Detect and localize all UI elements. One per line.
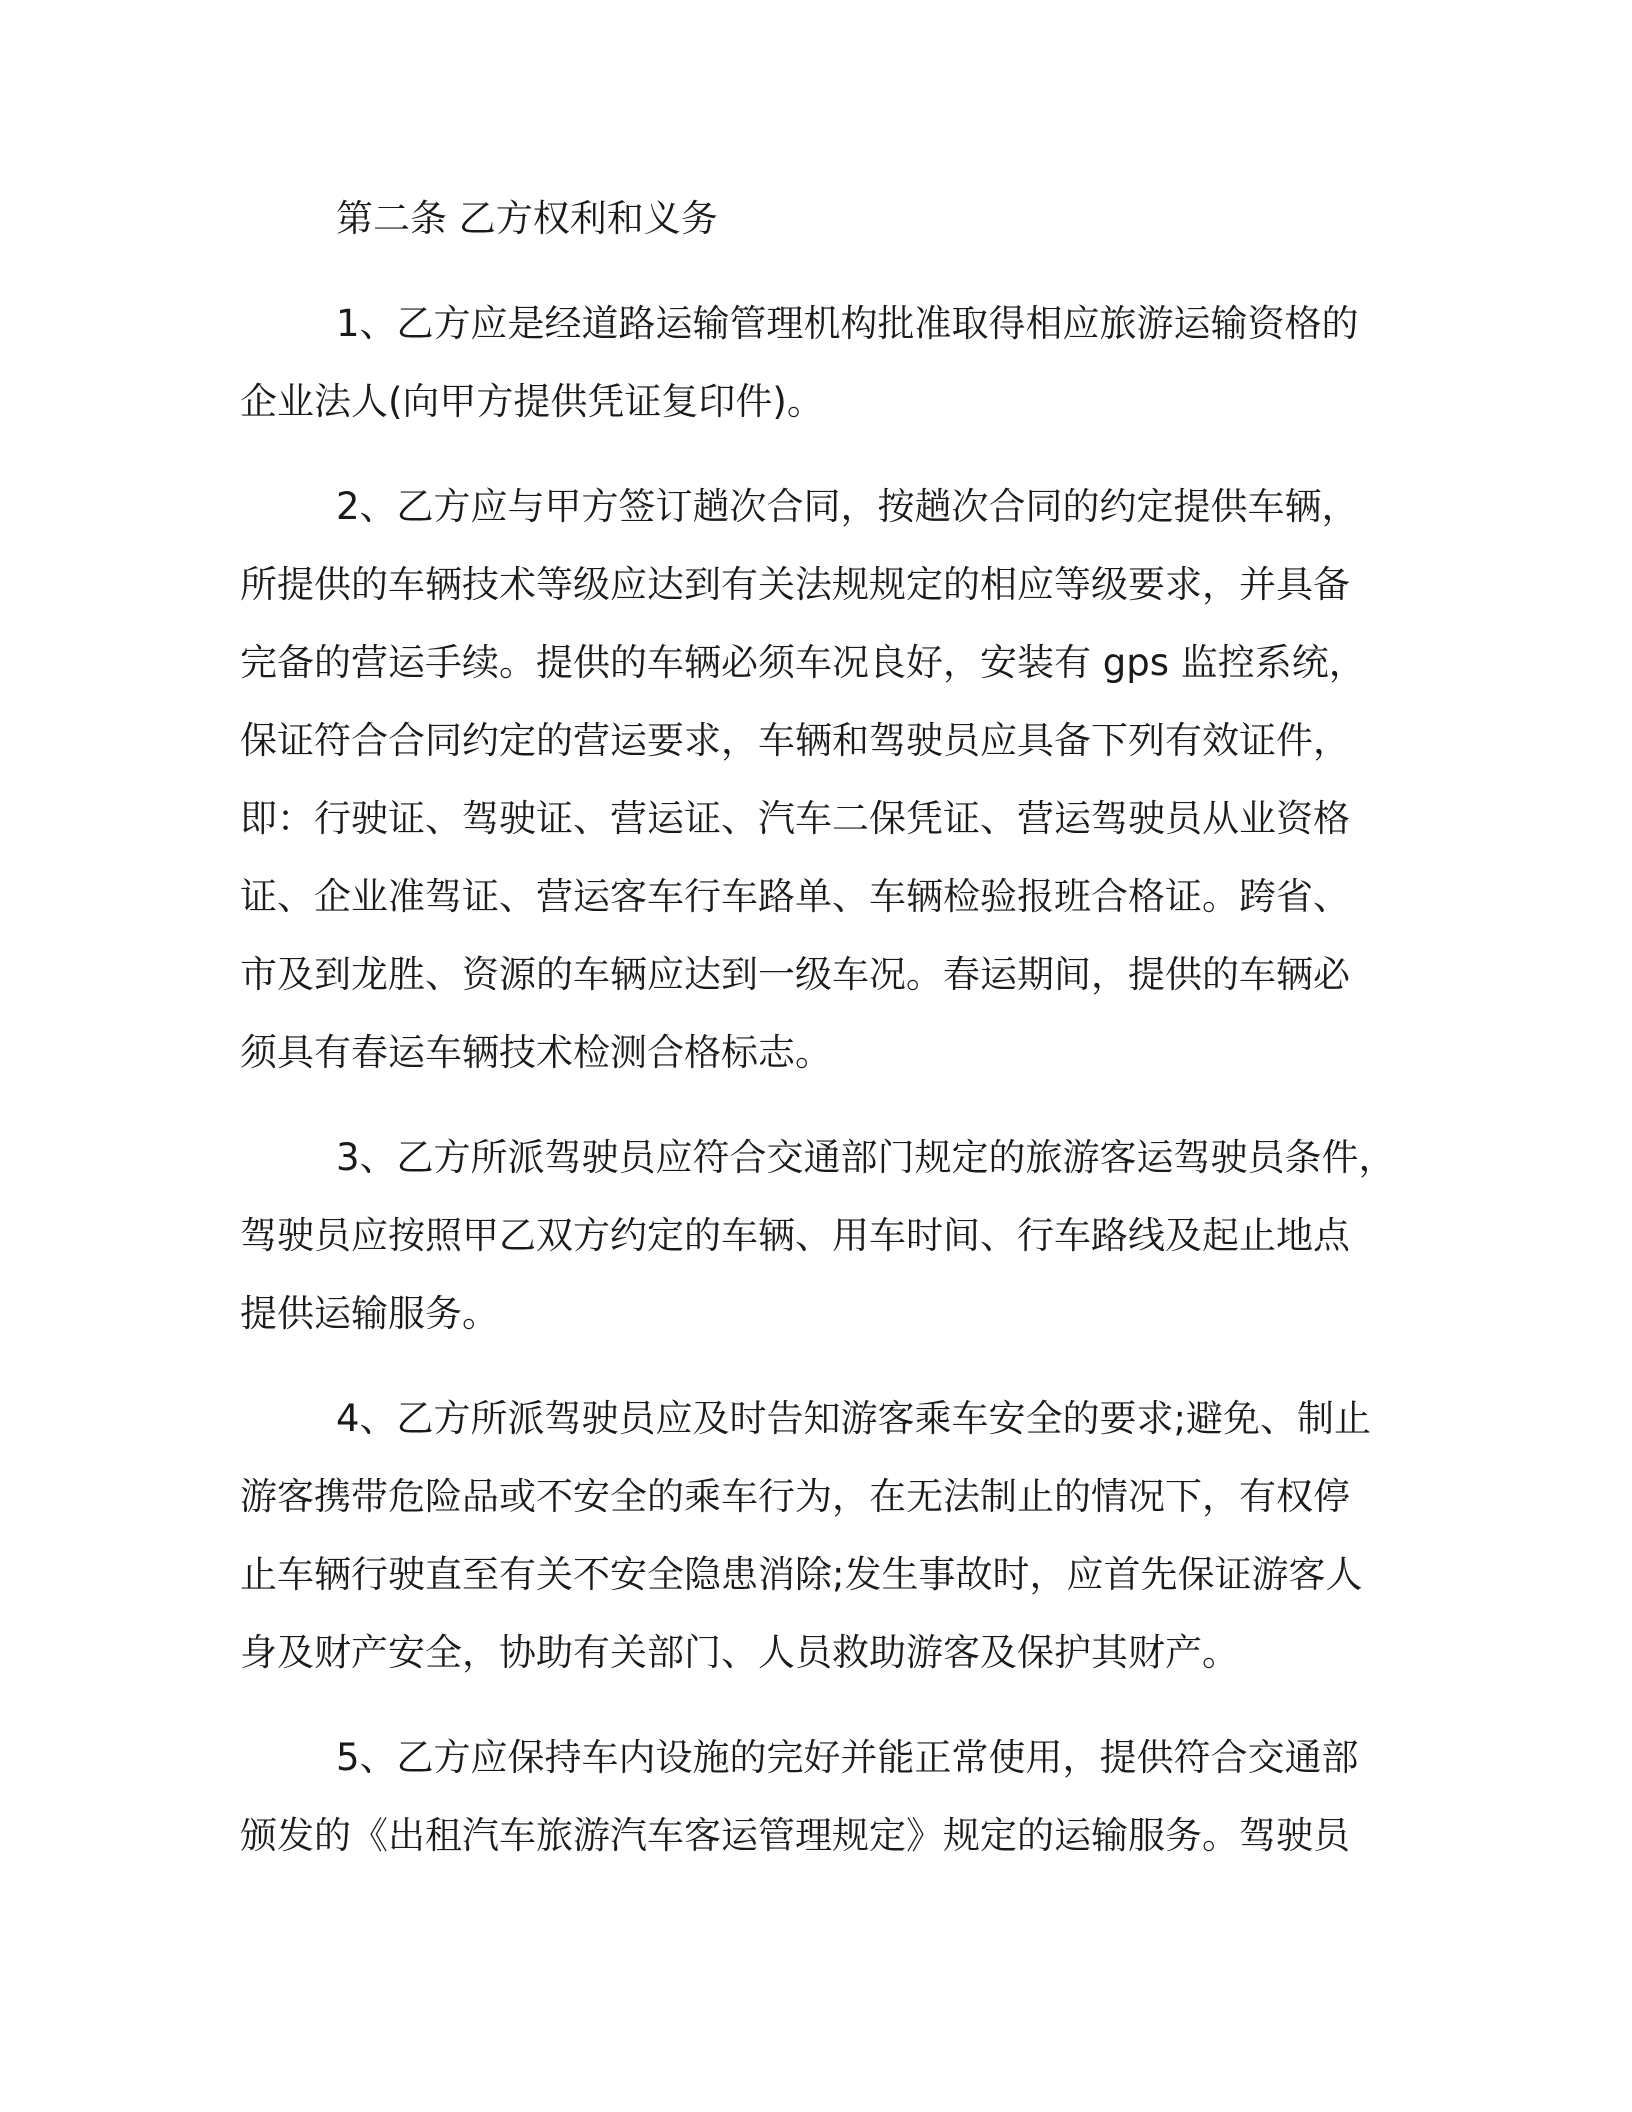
paragraph-line: 颁发的《出租汽车旅游汽车客运管理规定》规定的运输服务。驾驶员 (240, 1814, 1350, 1857)
paragraph-line: 2、乙方应与甲方签订趟次合同，按趟次合同的约定提供车辆， (336, 485, 1359, 528)
paragraph-line: 5、乙方应保持车内设施的完好并能正常使用，提供符合交通部 (336, 1736, 1359, 1779)
paragraph-line: 须具有春运车辆技术检测合格标志。 (240, 1031, 832, 1074)
paragraph-4 (240, 1380, 1390, 1692)
document-body (240, 180, 1396, 1902)
paragraph-line: 证、企业准驾证、营运客车行车路单、车辆检验报班合格证。跨省、 (240, 875, 1350, 918)
paragraph-line: 4、乙方所派驾驶员应及时告知游客乘车安全的要求;避免、制止 (336, 1397, 1372, 1440)
paragraph-line: 保证符合合同约定的营运要求，车辆和驾驶员应具备下列有效证件， (240, 719, 1350, 762)
paragraph-line: 3、乙方所派驾驶员应符合交通部门规定的旅游客运驾驶员条件， (336, 1136, 1396, 1179)
paragraph-line: 企业法人(向甲方提供凭证复印件)。 (240, 380, 824, 423)
article-heading: 第二条 乙方权利和义务 (336, 197, 718, 240)
paragraph-line: 驾驶员应按照甲乙双方约定的车辆、用车时间、行车路线及起止地点 (240, 1214, 1350, 1257)
paragraph-line: 市及到龙胜、资源的车辆应达到一级车况。春运期间，提供的车辆必 (240, 953, 1350, 996)
paragraph-2 (240, 468, 1390, 1092)
paragraph-line: 1、乙方应是经道路运输管理机构批准取得相应旅游运输资格的 (336, 302, 1359, 345)
paragraph-line: 完备的营运手续。提供的车辆必须车况良好，安装有 gps 监控系统， (240, 641, 1366, 684)
paragraph-line: 游客携带危险品或不安全的乘车行为，在无法制止的情况下，有权停 (240, 1475, 1350, 1518)
paragraph-3 (240, 1119, 1396, 1353)
paragraph-line: 提供运输服务。 (240, 1292, 499, 1335)
paragraph-line: 止车辆行驶直至有关不安全隐患消除;发生事故时，应首先保证游客人 (240, 1553, 1363, 1596)
paragraph-line: 所提供的车辆技术等级应达到有关法规规定的相应等级要求，并具备 (240, 563, 1350, 606)
paragraph-1 (240, 285, 1390, 441)
paragraph-line: 身及财产安全，协助有关部门、人员救助游客及保护其财产。 (240, 1631, 1239, 1674)
paragraph-5 (240, 1719, 1390, 1875)
paragraph-line: 即：行驶证、驾驶证、营运证、汽车二保凭证、营运驾驶员从业资格 (240, 797, 1350, 840)
